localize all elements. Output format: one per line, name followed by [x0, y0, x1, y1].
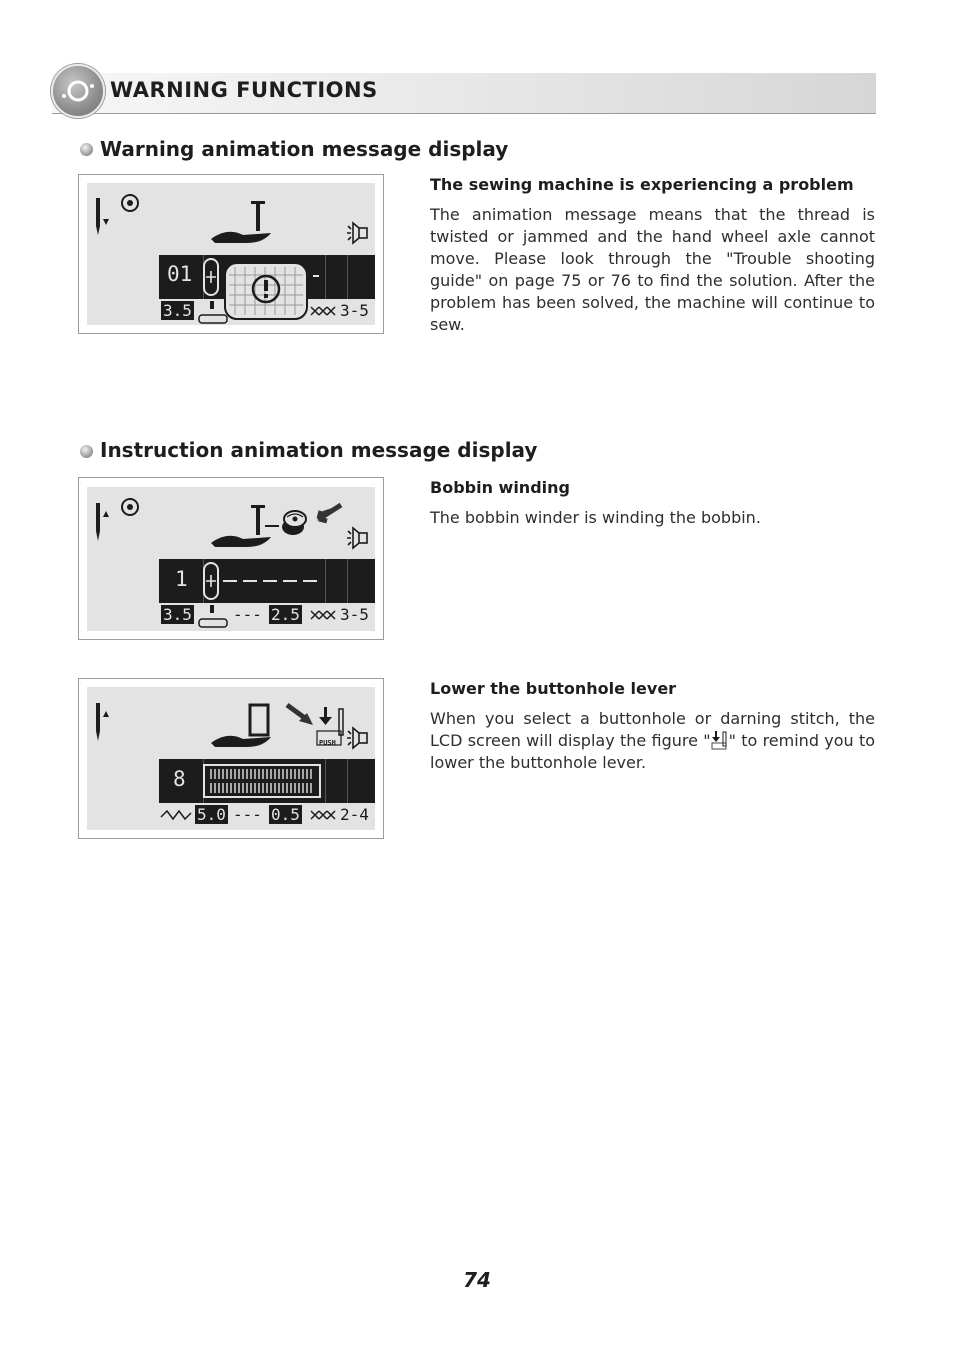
lcd-buttonhole-figure: [78, 678, 384, 839]
body-bobbin-winding: The bobbin winder is winding the bobbin.: [430, 508, 761, 527]
lcd-bobbin-figure: [78, 477, 384, 640]
body-buttonhole-lever: [430, 708, 875, 774]
subtitle-buttonhole-lever: Lower the buttonhole lever: [430, 679, 677, 698]
lcd-pattern-number: 8: [173, 767, 186, 791]
presser-foot-icon: [211, 201, 271, 243]
section-title-instruction: Instruction animation message display: [100, 438, 538, 462]
body-buttonhole-text-after: " to remind you to lower the buttonhole lever.: [430, 731, 876, 772]
body-buttonhole-text-before: When you select a buttonhole or darning stitch, the LCD screen will display the figure ": [430, 709, 875, 750]
lcd-width-value: 5.0: [197, 805, 226, 824]
lcd-bobbin-graphics: [87, 487, 375, 631]
lcd-width-value: 3.5: [163, 605, 192, 624]
lcd-width-value: 3.5: [163, 301, 192, 320]
speaker-icon: [347, 223, 367, 243]
lcd-dashes: ---: [233, 605, 262, 624]
body-machine-problem: The animation message means that the thread is twisted or jammed and the hand wheel axle cannot move. Please look through the "Trouble shooting guide" on page 75 or 76 to find the solution. After the problem has been solved, the machine will continue to sew.: [430, 205, 875, 334]
header-bullet-icon: [51, 64, 105, 118]
subtitle-bobbin-winding: Bobbin winding: [430, 478, 570, 497]
lcd-pattern-number: 1: [175, 567, 188, 591]
needle-icon: [96, 198, 109, 235]
needle-icon: [96, 503, 109, 541]
presser-foot-icon: [211, 505, 279, 547]
lcd-dashes: ---: [233, 805, 262, 824]
push-label: PUSH: [319, 739, 336, 747]
page-number: 74: [463, 1268, 491, 1292]
section-bullet-icon: [80, 143, 93, 156]
page-title: WARNING FUNCTIONS: [110, 78, 378, 102]
lcd-stitch-range: 3-5: [340, 605, 369, 624]
bobbin-icon: [282, 511, 306, 535]
speaker-icon: [347, 728, 367, 748]
lcd-stitch-range: 3-5: [340, 301, 369, 320]
lcd-warning-graphics: [87, 183, 375, 325]
lcd-buttonhole-graphics: [87, 687, 375, 830]
lcd-length-value: 0.5: [271, 805, 300, 824]
lcd-length-value: 2.5: [271, 605, 300, 624]
section-bullet-icon: [80, 445, 93, 458]
speaker-icon: [347, 528, 367, 548]
buttonhole-lever-inline-icon: [711, 730, 729, 750]
needle-icon: [96, 703, 109, 741]
lcd-stitch-range: 2-4: [340, 805, 369, 824]
subtitle-machine-problem: The sewing machine is experiencing a problem: [430, 175, 854, 194]
lcd-pattern-number: 01: [167, 262, 193, 286]
buttonhole-foot-icon: [211, 705, 271, 747]
section-title-warning: Warning animation message display: [100, 137, 509, 161]
lcd-warning-figure: [78, 174, 384, 334]
